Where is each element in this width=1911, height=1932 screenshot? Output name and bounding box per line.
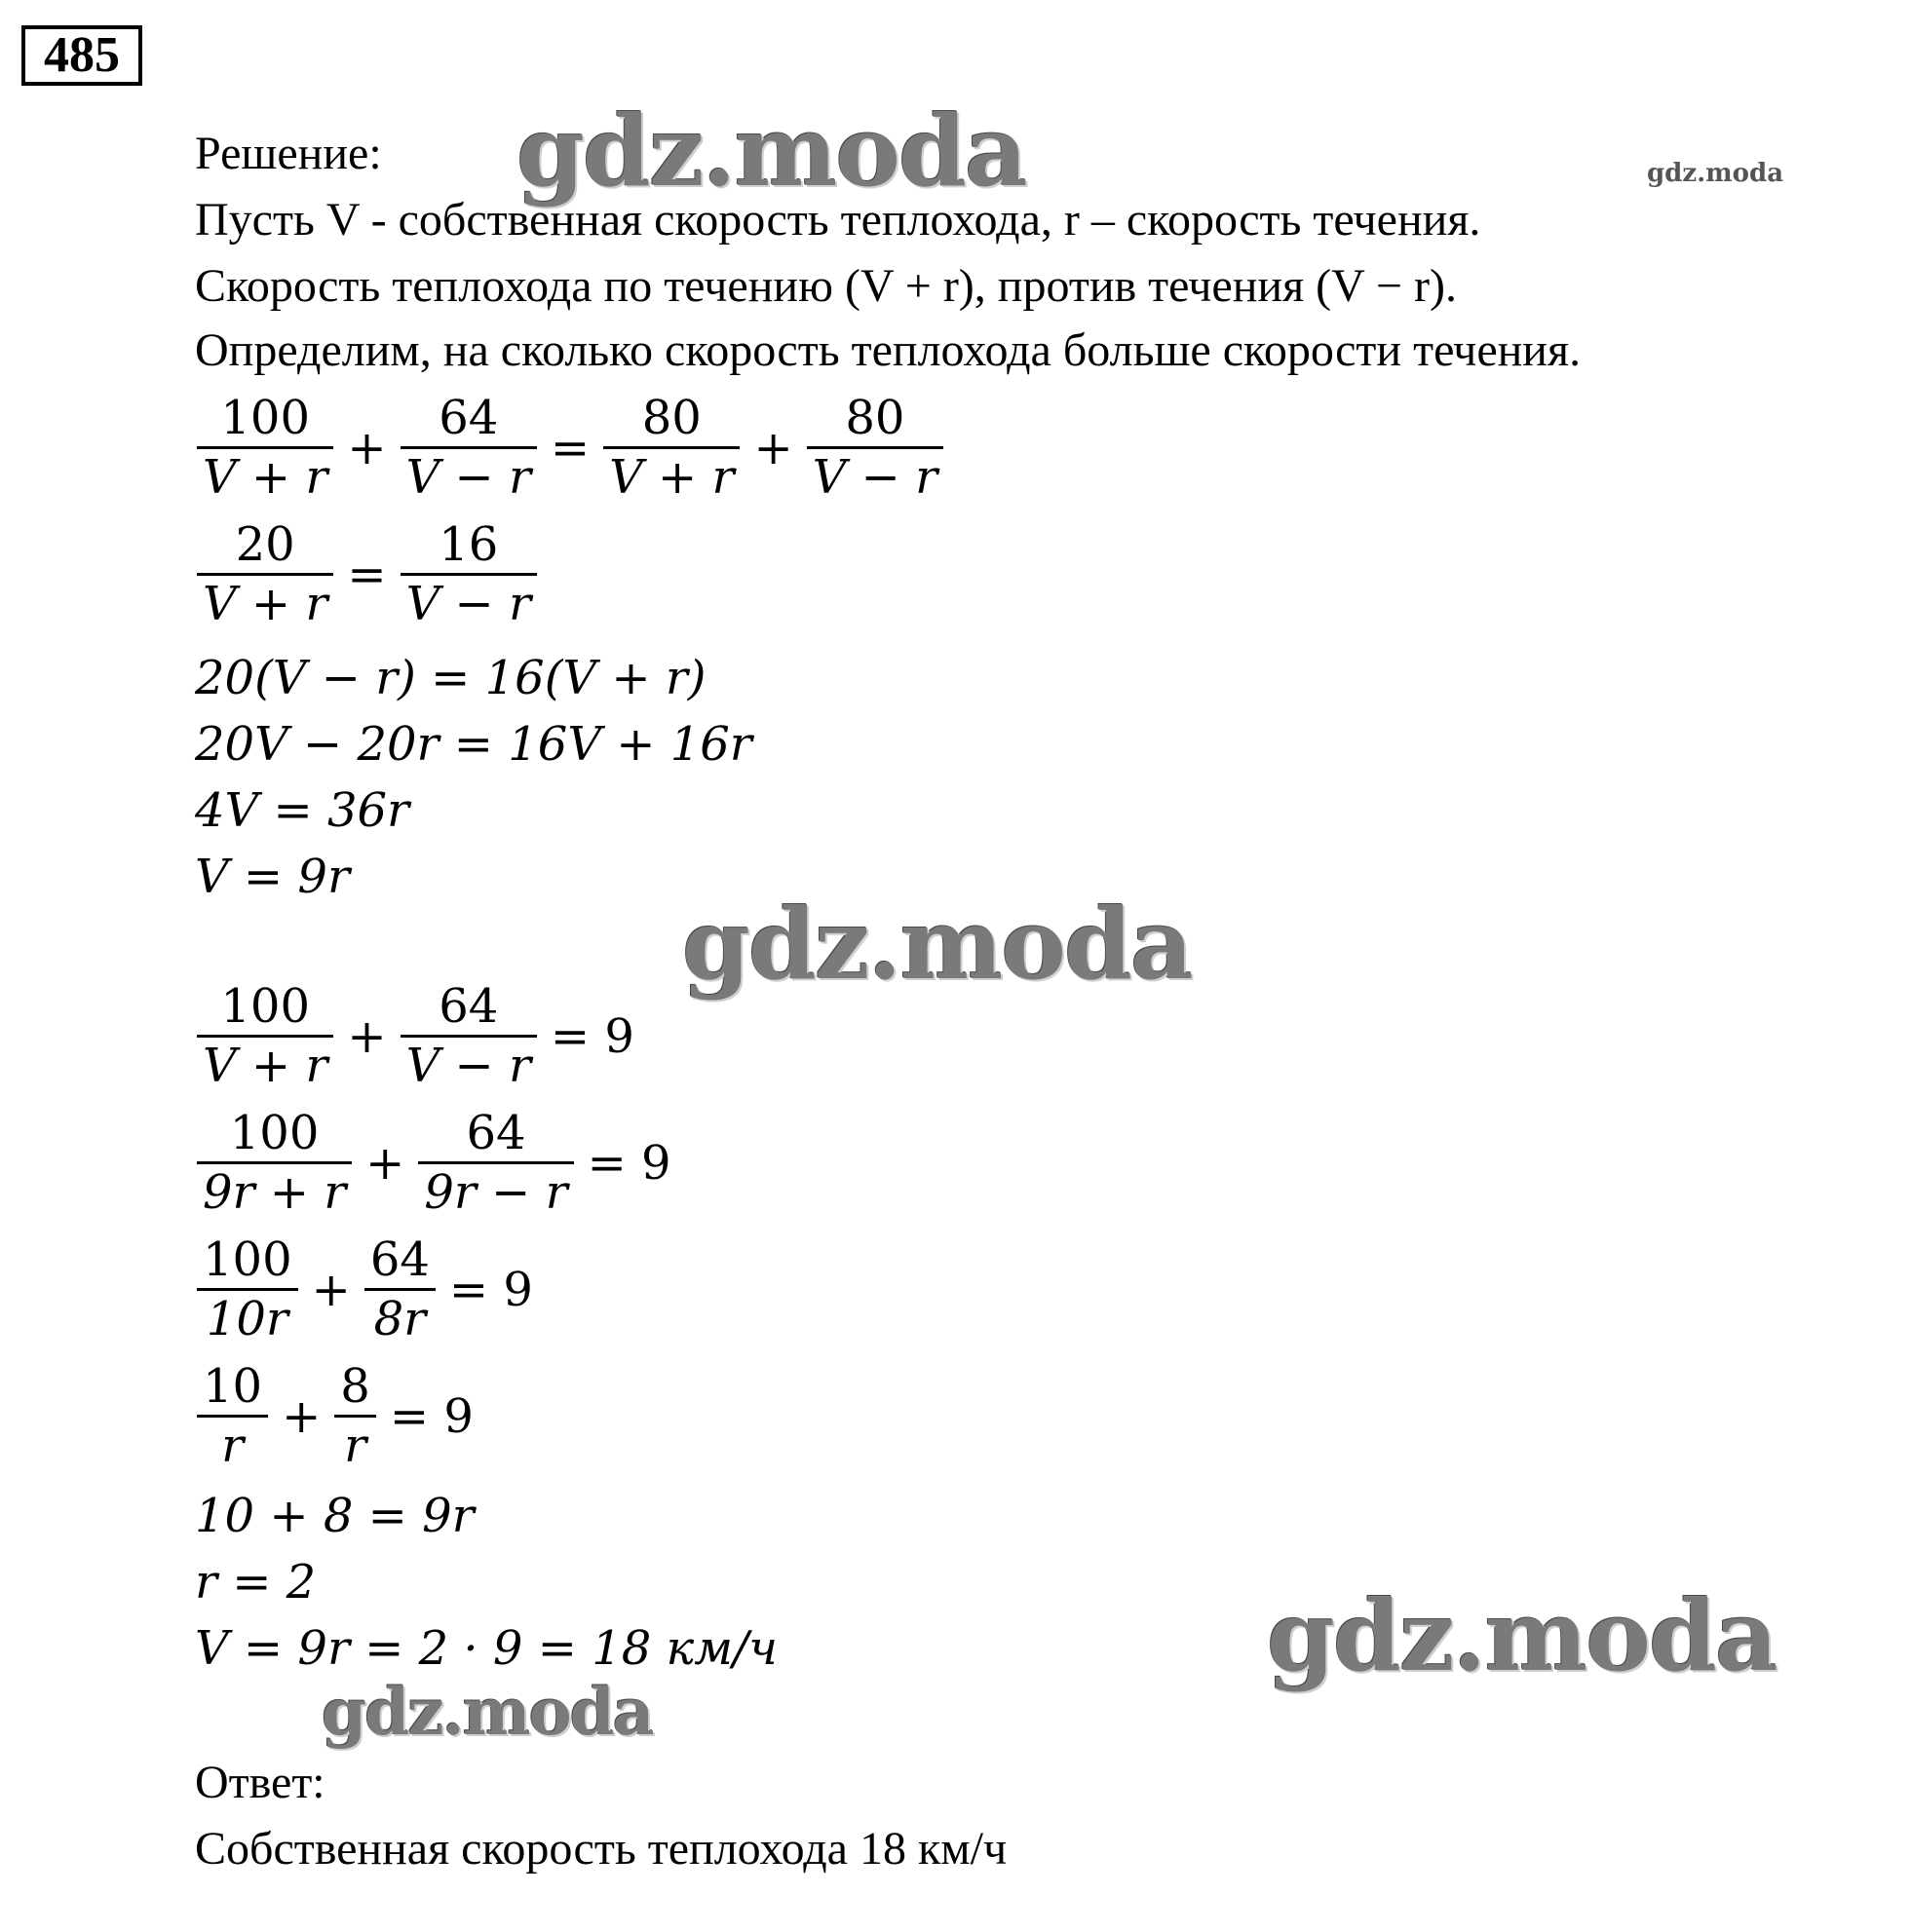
answer-text: Собственная скорость теплохода 18 км/ч bbox=[195, 1823, 1008, 1875]
fraction bbox=[418, 1105, 573, 1221]
equation-rhs: = 9 bbox=[389, 1388, 474, 1444]
numerator: 10 bbox=[203, 1359, 263, 1414]
operator: + bbox=[753, 420, 793, 475]
fraction bbox=[197, 1231, 298, 1347]
equation-rhs: = 9 bbox=[587, 1135, 671, 1191]
equation-6 bbox=[195, 1358, 485, 1474]
fraction bbox=[364, 1231, 436, 1347]
numerator: 80 bbox=[845, 391, 905, 445]
equation-rhs: = 9 bbox=[550, 1008, 634, 1064]
numerator: 16 bbox=[439, 517, 499, 572]
step-line-7: V = 9r = 2 · 9 = 18 км/ч bbox=[195, 1621, 779, 1676]
equation-4 bbox=[195, 1105, 683, 1221]
operator: + bbox=[311, 1262, 351, 1317]
watermark-bottom-left: gdz.moda bbox=[322, 1674, 653, 1750]
watermark-top: gdz.moda bbox=[516, 94, 1026, 208]
numerator: 64 bbox=[439, 979, 499, 1034]
solution-label: Решение: bbox=[195, 128, 382, 179]
answer-label: Ответ: bbox=[195, 1757, 325, 1808]
intro-line-1: Пусть V - собственная скорость теплохода, r – скорость течения. bbox=[195, 194, 1481, 246]
numerator: 64 bbox=[439, 391, 499, 445]
fraction bbox=[197, 978, 333, 1094]
fraction bbox=[401, 516, 537, 632]
denominator: 8r bbox=[373, 1292, 427, 1346]
denominator: V − r bbox=[812, 450, 938, 505]
numerator: 100 bbox=[220, 391, 310, 445]
numerator: 8 bbox=[340, 1359, 370, 1414]
operator: + bbox=[365, 1135, 405, 1191]
numerator: 80 bbox=[641, 391, 702, 445]
step-line-2: 20V − 20r = 16V + 16r bbox=[195, 717, 752, 772]
equation-2 bbox=[195, 516, 539, 632]
denominator: V − r bbox=[405, 1039, 531, 1093]
step-line-1: 20(V − r) = 16(V + r) bbox=[195, 651, 707, 705]
watermark-middle: gdz.moda bbox=[682, 887, 1192, 1002]
denominator: V − r bbox=[405, 450, 531, 505]
denominator: 9r − r bbox=[424, 1165, 568, 1220]
step-line-5: 10 + 8 = 9r bbox=[195, 1489, 475, 1543]
step-line-6: r = 2 bbox=[195, 1555, 317, 1610]
fraction bbox=[197, 1358, 268, 1474]
numerator: 64 bbox=[466, 1106, 526, 1160]
operator: + bbox=[347, 420, 387, 475]
denominator: V − r bbox=[405, 577, 531, 631]
numerator: 20 bbox=[235, 517, 295, 572]
numerator: 100 bbox=[203, 1232, 292, 1287]
denominator: r bbox=[344, 1419, 367, 1473]
equation-rhs: = 9 bbox=[448, 1262, 533, 1317]
fraction bbox=[603, 390, 740, 506]
watermark-bottom-right: gdz.moda bbox=[1267, 1578, 1777, 1693]
fraction bbox=[401, 978, 537, 1094]
operator: = bbox=[550, 420, 591, 475]
equation-5 bbox=[195, 1231, 545, 1347]
operator: = bbox=[347, 547, 387, 602]
intro-line-3: Определим, на сколько скорость теплохода больше скорости течения. bbox=[195, 324, 1582, 376]
numerator: 100 bbox=[220, 979, 310, 1034]
equation-3 bbox=[195, 978, 646, 1094]
denominator: 9r + r bbox=[203, 1165, 347, 1220]
denominator: V + r bbox=[203, 1039, 328, 1093]
denominator: 10r bbox=[206, 1292, 288, 1346]
fraction bbox=[401, 390, 537, 506]
operator: + bbox=[347, 1008, 387, 1064]
fraction bbox=[807, 390, 943, 506]
numerator: 100 bbox=[229, 1106, 320, 1160]
fraction bbox=[197, 1105, 352, 1221]
equation-1 bbox=[195, 390, 945, 506]
task-number: 485 bbox=[21, 25, 142, 86]
operator: + bbox=[282, 1388, 322, 1444]
step-line-3: 4V = 36r bbox=[195, 783, 409, 838]
intro-line-2: Скорость теплохода по течению (V + r), против течения (V − r). bbox=[195, 260, 1457, 312]
fraction bbox=[197, 516, 333, 632]
denominator: V + r bbox=[203, 450, 328, 505]
numerator: 64 bbox=[369, 1232, 430, 1287]
watermark-small: gdz.moda bbox=[1647, 159, 1784, 188]
denominator: r bbox=[221, 1419, 245, 1473]
denominator: V + r bbox=[203, 577, 328, 631]
step-line-4: V = 9r bbox=[195, 850, 350, 904]
denominator: V + r bbox=[609, 450, 735, 505]
fraction bbox=[197, 390, 333, 506]
fraction bbox=[334, 1358, 376, 1474]
